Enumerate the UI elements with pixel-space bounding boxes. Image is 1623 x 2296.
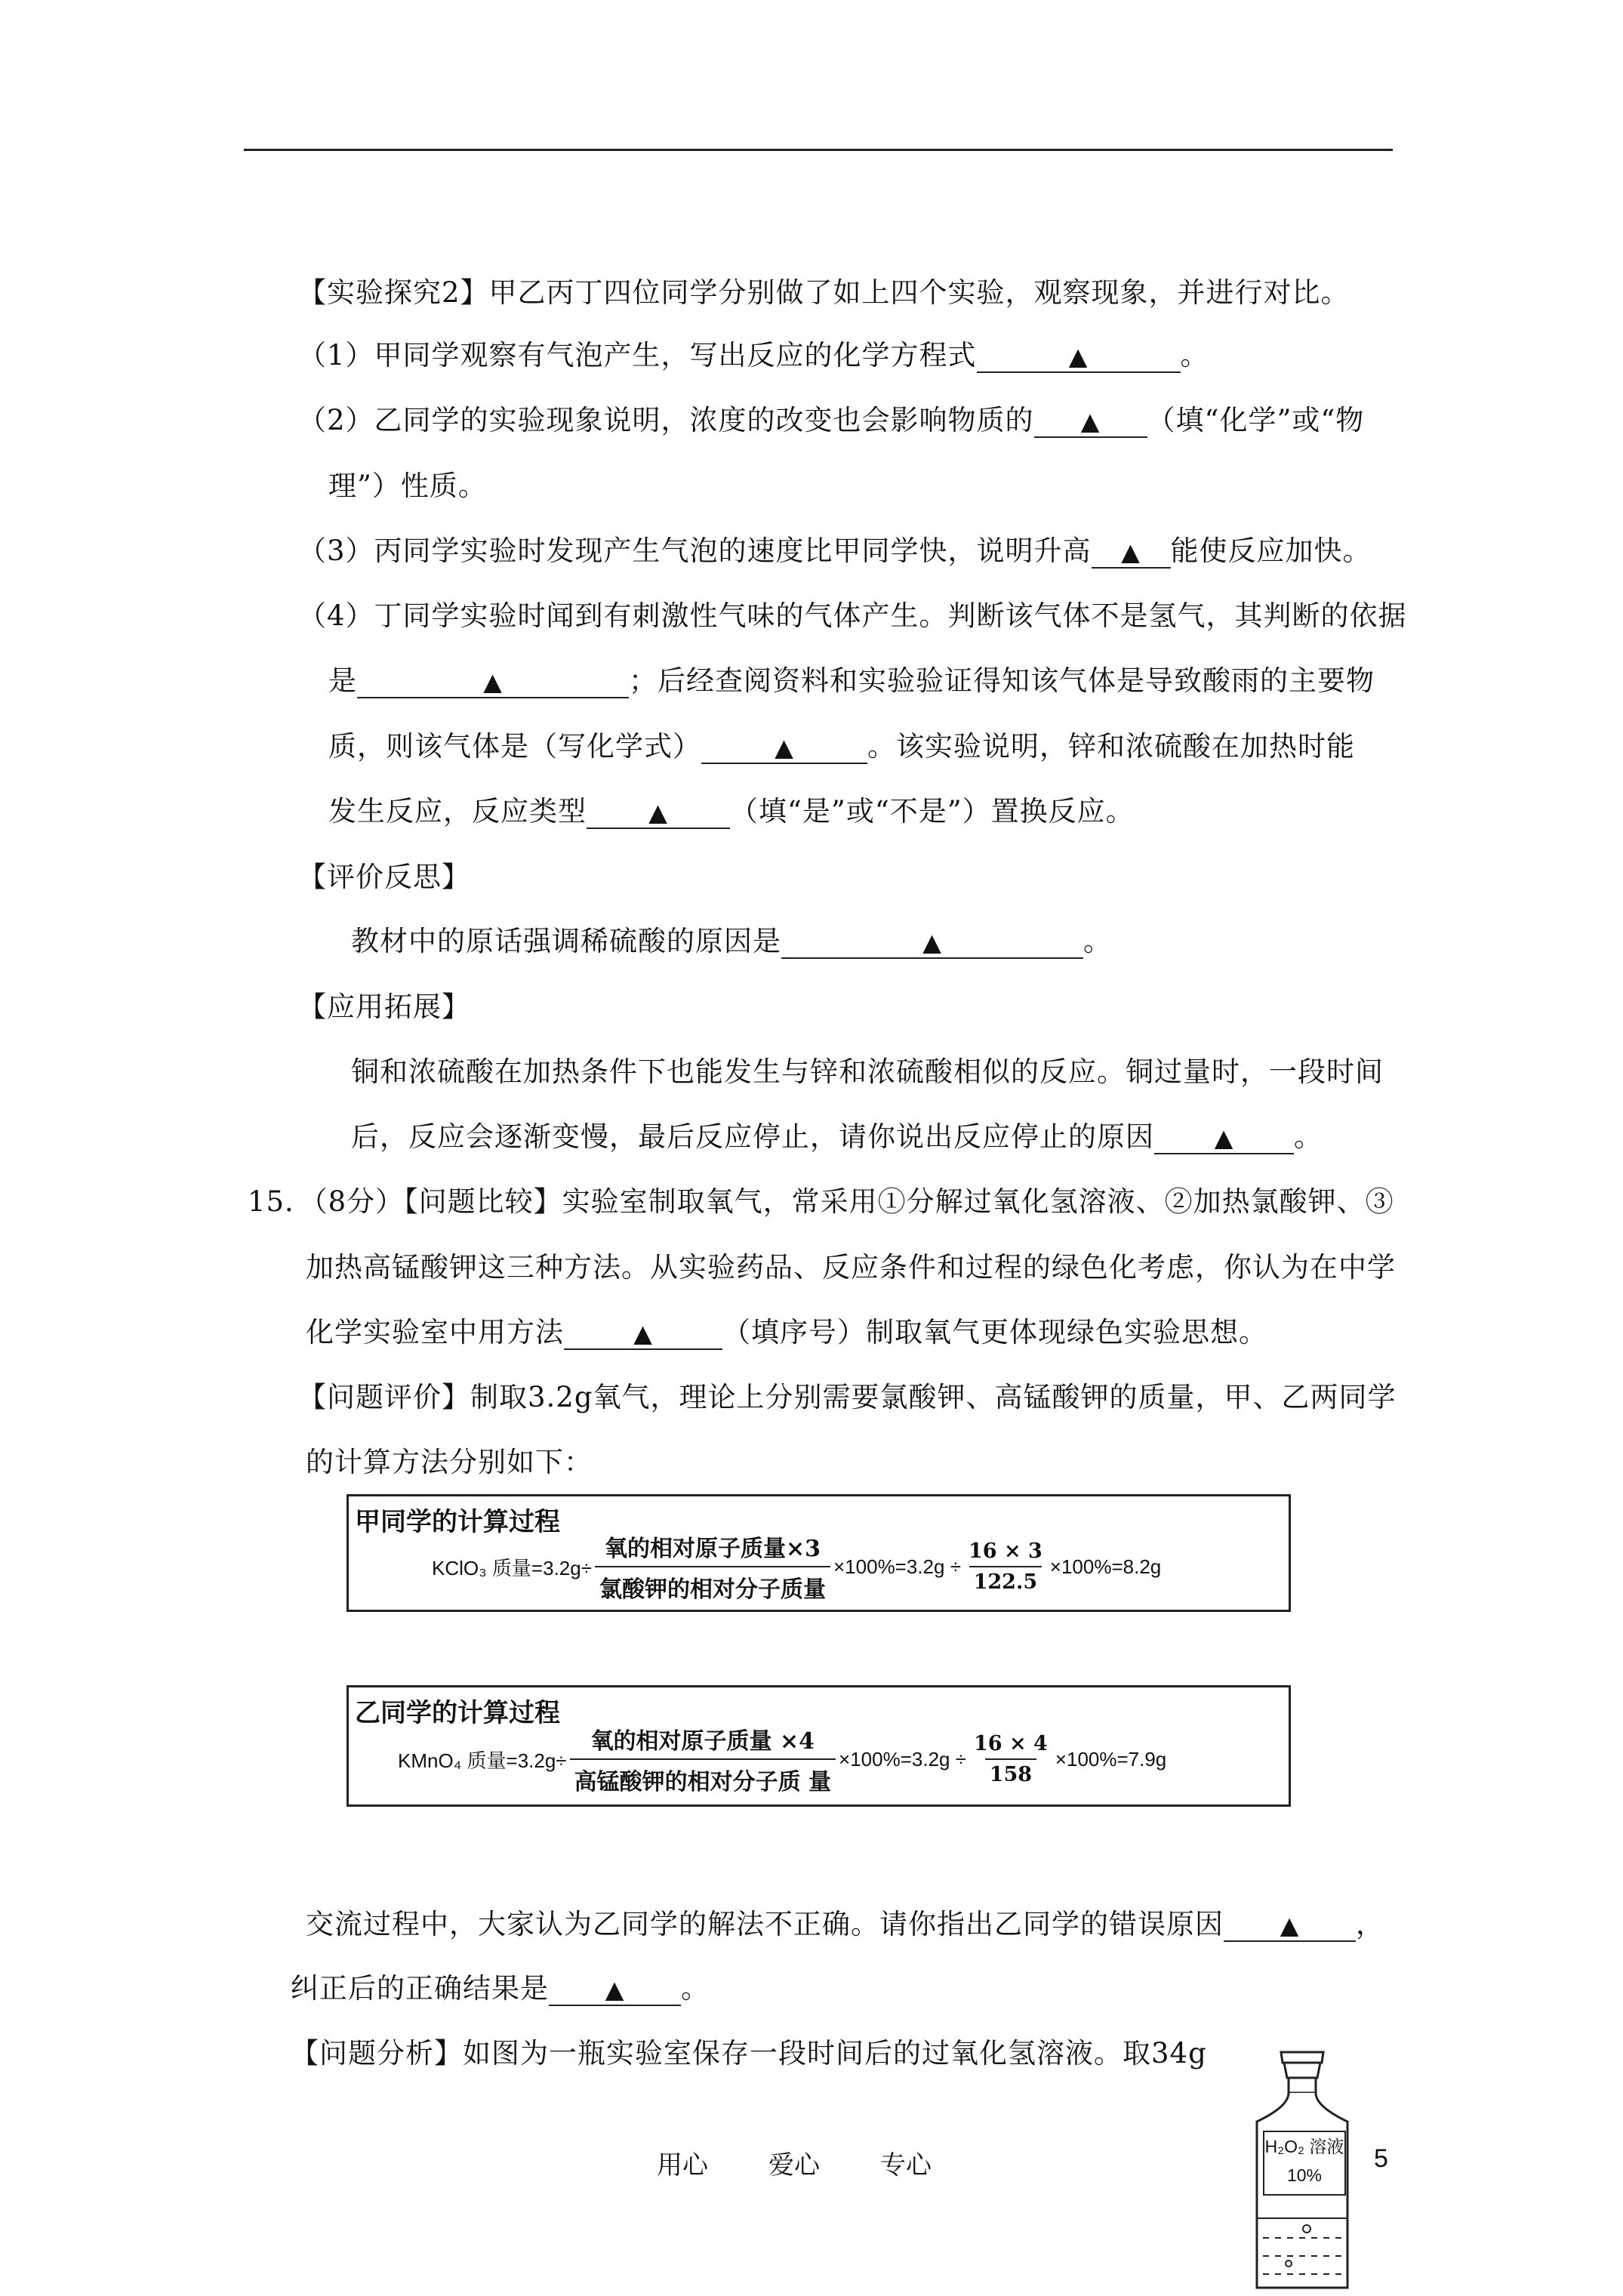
answer-blank-9[interactable]: ▲ — [564, 1318, 722, 1350]
fraction-denominator: 158 — [985, 1758, 1036, 1786]
calc-title: 乙同学的计算过程 — [355, 1698, 560, 1728]
text-line-8 — [328, 729, 1355, 765]
text-line-6 — [298, 598, 1407, 634]
fraction-denominator: 氯酸钾的相对分子质量 — [595, 1566, 830, 1604]
text-line-2 — [298, 337, 1209, 374]
line-text: 【问题分析】如图为一瓶实验室保存一段时间后的过氧化氢溶液。取34g — [291, 2037, 1207, 2069]
line-text: 。 — [1294, 1120, 1323, 1153]
fraction-numerator: 氧的相对原子质量 ×4 — [590, 1728, 815, 1755]
answer-blank-3[interactable]: ▲ — [1092, 537, 1171, 569]
answer-blank-5[interactable]: ▲ — [701, 732, 867, 764]
line-text: 【应用拓展】 — [298, 991, 470, 1023]
question-15-line-7 — [291, 1971, 710, 2007]
text-line-7 — [328, 663, 1375, 699]
answer-blank-7[interactable]: ▲ — [781, 927, 1083, 959]
line-text: （1）甲同学观察有气泡产生，写出反应的化学方程式 — [298, 339, 977, 371]
calc-formula — [432, 1530, 1161, 1604]
answer-blank-8[interactable]: ▲ — [1154, 1123, 1294, 1154]
calc-mid: ×100%=3.2g ÷ — [839, 1747, 966, 1771]
line-text: （4）丁同学实验时闻到有刺激性气味的气体产生。判断该气体不是氢气，其判断的依据 — [298, 599, 1407, 632]
footer-text-yongxin: 用心 — [657, 2150, 708, 2180]
text-line-1 — [298, 275, 1350, 311]
section-heading-evaluation — [298, 859, 470, 895]
calc-box-yi — [346, 1685, 1291, 1807]
calc-box-jia — [346, 1494, 1291, 1612]
fraction-denominator: 高锰酸钾的相对分子质 量 — [570, 1758, 836, 1796]
line-text: 15．（8分）【问题比较】实验室制取氧气，常采用①分解过氧化氢溶液、②加热氯酸钾、③ — [248, 1185, 1394, 1218]
line-text: 。 — [1180, 339, 1209, 371]
line-text: 【实验探究2】甲乙丙丁四位同学分别做了如上四个实验，观察现象，并进行对比。 — [298, 276, 1350, 309]
question-15-line-2 — [306, 1250, 1396, 1286]
calc-title: 甲同学的计算过程 — [355, 1507, 560, 1537]
fraction-1 — [570, 1722, 836, 1796]
reagent-bottle-figure — [1234, 2046, 1370, 2294]
footer-text-zhuanxin: 专心 — [880, 2150, 932, 2180]
bottle-label-formula: H₂O₂ 溶液 — [1264, 2137, 1344, 2156]
line-text: 【问题评价】制取3.2g氧气，理论上分别需要氯酸钾、高锰酸钾的质量，甲、乙两同学 — [298, 1381, 1397, 1413]
line-text: 【评价反思】 — [298, 861, 470, 893]
page-number: 5 — [1374, 2144, 1388, 2173]
line-text: 发生反应，反应类型 — [328, 795, 587, 827]
calc-result: ×100%=8.2g — [1049, 1555, 1162, 1578]
answer-blank-4[interactable]: ▲ — [357, 667, 629, 698]
line-text: 质，则该气体是（写化学式） — [328, 730, 701, 763]
text-line-14 — [351, 1119, 1323, 1155]
question-15-line-4 — [298, 1379, 1397, 1416]
answer-blank-2[interactable]: ▲ — [1034, 406, 1147, 438]
bottle-label-concentration: 10% — [1286, 2165, 1323, 2185]
text-line-3 — [298, 402, 1364, 439]
text-line-11 — [351, 923, 1112, 960]
bottle-label — [1263, 2131, 1346, 2196]
line-text: 。 — [681, 1972, 710, 2005]
fraction-2 — [964, 1539, 1047, 1594]
question-15-line-1 — [248, 1184, 1394, 1220]
line-text: 纠正后的正确结果是 — [291, 1972, 549, 2005]
answer-blank-1[interactable]: ▲ — [977, 341, 1181, 373]
text-line-5 — [298, 533, 1372, 569]
answer-blank-6[interactable]: ▲ — [587, 797, 730, 829]
question-15-line-6 — [306, 1906, 1384, 1943]
calc-result: ×100%=7.9g — [1055, 1747, 1167, 1771]
line-text: 理”）性质。 — [328, 470, 487, 502]
calc-formula — [398, 1722, 1166, 1796]
question-15-line-5 — [306, 1444, 593, 1481]
fraction-denominator: 122.5 — [969, 1566, 1042, 1594]
line-text: 。 — [1083, 925, 1112, 957]
line-text: （填“化学”或“物 — [1147, 404, 1365, 436]
line-text: 是 — [328, 664, 357, 697]
answer-blank-11[interactable]: ▲ — [549, 1974, 681, 2006]
text-line-9 — [328, 794, 1135, 830]
answer-blank-10[interactable]: ▲ — [1224, 1910, 1356, 1942]
text-line-4 — [328, 468, 487, 504]
question-15-line-3 — [306, 1314, 1267, 1351]
line-text: ；后经查阅资料和实验验证得知该气体是导致酸雨的主要物 — [629, 664, 1375, 697]
calc-mid: ×100%=3.2g ÷ — [833, 1555, 961, 1578]
line-text: 教材中的原话强调稀硫酸的原因是 — [351, 925, 781, 957]
line-text: 后，反应会逐渐变慢，最后反应停止，请你说出反应停止的原因 — [351, 1120, 1154, 1153]
section-heading-application — [298, 989, 470, 1025]
question-15-line-8 — [291, 2036, 1207, 2072]
fraction-numerator: 16 × 3 — [968, 1539, 1042, 1563]
fraction-1 — [595, 1530, 830, 1604]
calc-prefix: KClO₃ 质量=3.2g÷ — [432, 1556, 592, 1579]
line-text: 铜和浓硫酸在加热条件下也能发生与锌和浓硫酸相似的反应。铜过量时，一段时间 — [351, 1056, 1384, 1088]
line-text: （填“是”或“不是”）置换反应。 — [730, 795, 1135, 827]
line-text: （填序号）制取氧气更体现绿色实验思想。 — [722, 1316, 1267, 1348]
line-text: （2）乙同学的实验现象说明，浓度的改变也会影响物质的 — [298, 404, 1034, 436]
line-text: 交流过程中，大家认为乙同学的解法不正确。请你指出乙同学的错误原因 — [306, 1908, 1224, 1940]
line-text: （3）丙同学实验时发现产生气泡的速度比甲同学快，说明升高 — [298, 535, 1092, 567]
footer-text-aixin: 爱心 — [768, 2150, 820, 2180]
calc-prefix: KMnO₄ 质量=3.2g÷ — [398, 1749, 567, 1772]
line-text: 。该实验说明，锌和浓硫酸在加热时能 — [867, 730, 1355, 763]
line-text: ， — [1356, 1908, 1384, 1940]
line-text: 能使反应加快。 — [1170, 535, 1372, 567]
line-text: 加热高锰酸钾这三种方法。从实验药品、反应条件和过程的绿色化考虑，你认为在中学 — [306, 1251, 1396, 1284]
line-text: 化学实验室中用方法 — [306, 1316, 564, 1348]
fraction-numerator: 氧的相对原子质量×3 — [604, 1536, 821, 1562]
fraction-numerator: 16 × 4 — [974, 1732, 1048, 1755]
text-line-13 — [351, 1054, 1384, 1090]
fraction-2 — [969, 1732, 1052, 1786]
header-rule — [244, 149, 1393, 151]
line-text: 的计算方法分别如下： — [306, 1446, 593, 1478]
